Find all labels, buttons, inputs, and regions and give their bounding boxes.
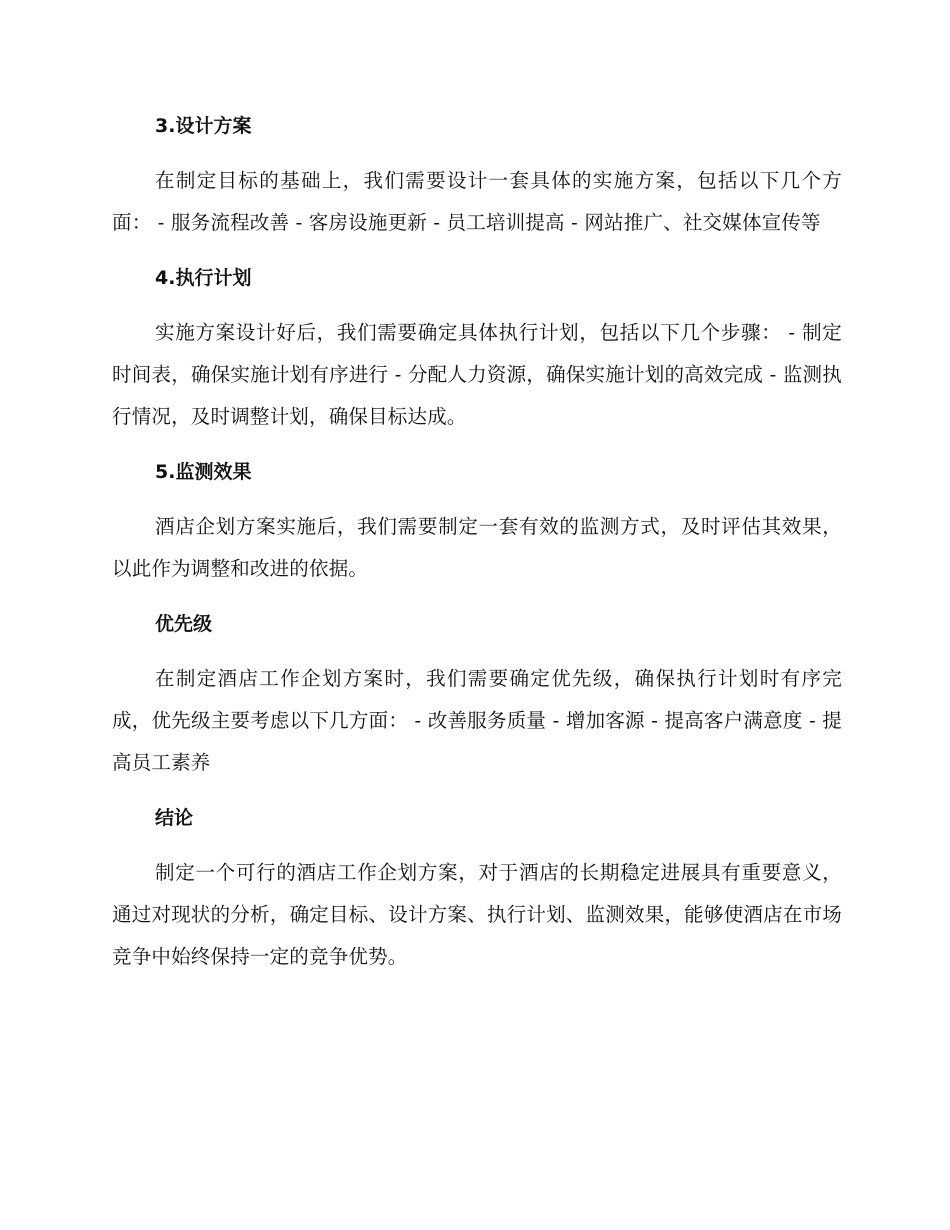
section-paragraph: 制定一个可行的酒店工作企划方案，对于酒店的长期稳定进展具有重要意义，通过对现状的分析，确定目标、设计方案、执行计划、监测效果，能够使酒店在市场竞争中始终保持一定的竞争优势。 — [112, 861, 842, 968]
section-heading: 结论 — [155, 807, 194, 829]
section-heading: 3.设计方案 — [155, 115, 252, 137]
section-execution-plan — [112, 258, 842, 438]
section-paragraph: 在制定目标的基础上，我们需要设计一套具体的实施方案，包括以下几个方面： - 服务流程改善 - 客房设施更新 - 员工培训提高 - 网站推广、社交媒体宣传等 — [112, 169, 842, 234]
section-paragraph: 酒店企划方案实施后，我们需要制定一套有效的监测方式，及时评估其效果，以此作为调整和改进的依据。 — [112, 515, 842, 580]
section-heading: 5.监测效果 — [155, 461, 252, 483]
section-design-plan — [112, 106, 842, 244]
section-heading: 4.执行计划 — [155, 267, 252, 289]
section-conclusion — [112, 798, 842, 978]
section-paragraph: 实施方案设计好后，我们需要确定具体执行计划，包括以下几个步骤： - 制定时间表，确保实施计划有序进行 - 分配人力资源，确保实施计划的高效完成 - 监测执行情况，及时调整计划，确保目标达成。 — [112, 321, 842, 428]
section-priority — [112, 604, 842, 784]
section-monitoring — [112, 452, 842, 590]
section-paragraph: 在制定酒店工作企划方案时，我们需要确定优先级，确保执行计划时有序完成，优先级主要考虑以下几方面： - 改善服务质量 - 增加客源 - 提高客户满意度 - 提高员工素养 — [112, 667, 842, 774]
section-heading: 优先级 — [155, 613, 213, 635]
document-page — [112, 106, 842, 992]
